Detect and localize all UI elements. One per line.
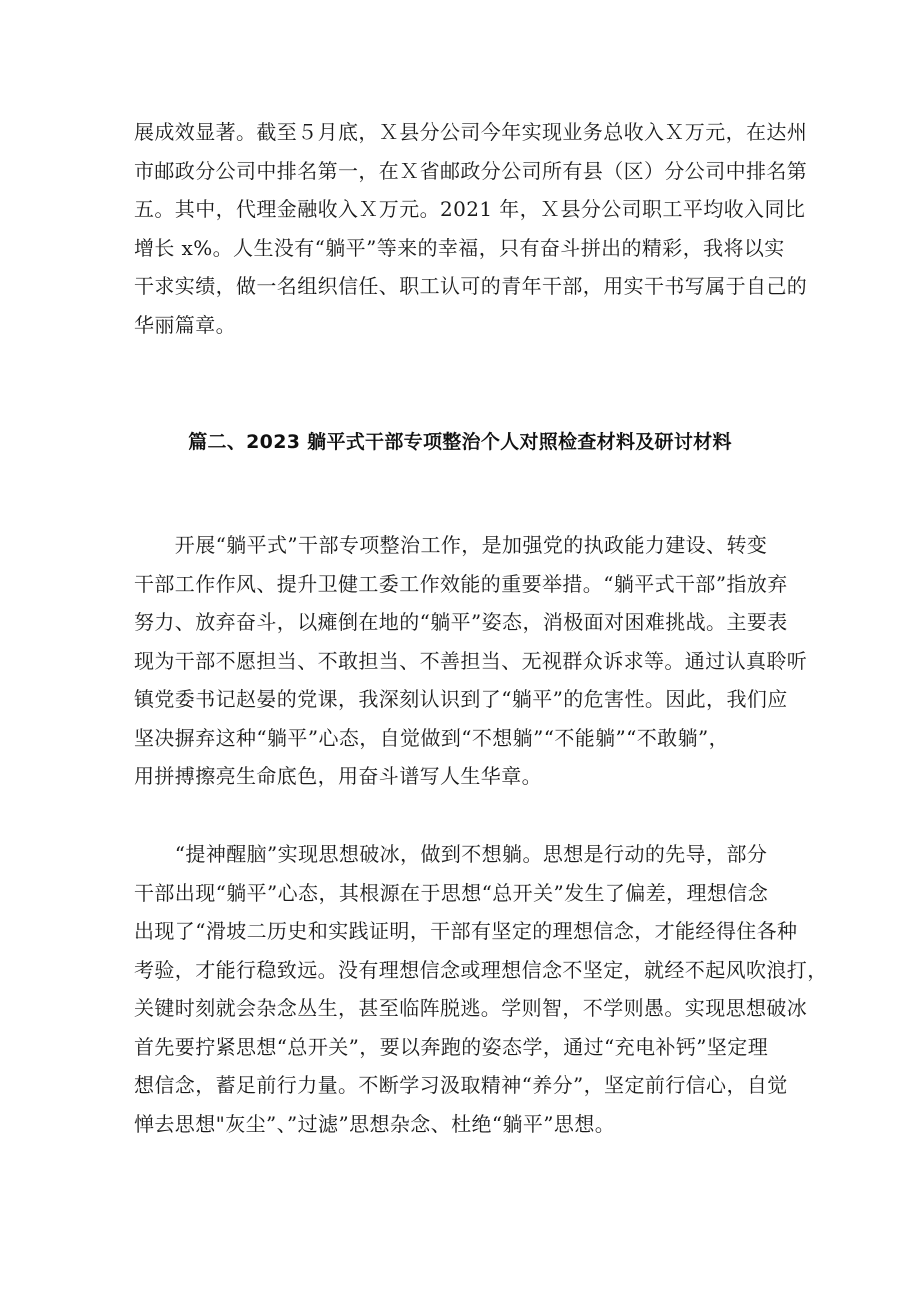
- text-line: 开展“躺平式”干部专项整治工作，是加强党的执政能力建设、转变: [134, 533, 768, 557]
- text-line: 现为干部不愿担当、不敢担当、不善担当、无视群众诉求等。通过认真聆听: [134, 648, 808, 673]
- text-line: 镇党委书记赵晏的党课，我深刻认识到了“躺平”的危害性。因此，我们应: [134, 687, 788, 711]
- text-line: 干部工作作风、提升卫健工委工作效能的重要举措。“躺平式干部”指放弃: [134, 571, 788, 596]
- paragraph-point-1: [134, 835, 828, 1143]
- text-line: 惮去思想"灰尘”、”过滤”思想杂念、杜绝“躺平”思想。: [134, 1111, 616, 1136]
- text-line: 坚决摒弃这种“躺平”心态，自觉做到“不想躺”“不能躺”“不敢躺”，: [134, 725, 729, 750]
- paragraph-intro: [134, 526, 808, 796]
- text-line: 增长 x%。人生没有“躺平”等来的幸福，只有奋斗拼出的精彩，我将以实: [134, 235, 785, 260]
- text-line: 想信念，蓄足前行力量。不断学习汲取精神“养分”，坚定前行信心，自觉: [134, 1073, 788, 1097]
- paragraph-continued: [134, 113, 808, 344]
- text-line: 市邮政分公司中排名第一，在Ｘ省邮政分公司所有县（区）分公司中排名第: [134, 158, 808, 183]
- text-line: 干求实绩，做一名组织信任、职工认可的青年干部，用实干书写属于自己的: [134, 274, 808, 298]
- text-line: 华丽篇章。: [134, 312, 236, 337]
- section-heading: 篇二、2023 躺平式干部专项整治个人对照检查材料及研讨材料: [188, 431, 732, 453]
- text-line: 首先要拧紧思想“总开关”，要以奔跑的姿态学，通过“充电补钙”坚定理: [134, 1034, 769, 1059]
- text-line: 关键时刻就会杂念丛生，甚至临阵脱逃。学则智，不学则愚。实现思想破冰: [134, 996, 808, 1020]
- text-line: “提神醒脑”实现思想破冰，做到不想躺。思想是行动的先导，部分: [134, 842, 768, 866]
- text-line: 干部出现“躺平”心态，其根源在于思想“总开关”发生了偏差，理想信念: [134, 880, 769, 905]
- text-line: 展成效显著。截至５月底，Ｘ县分公司今年实现业务总收入Ｘ万元，在达州: [134, 120, 808, 144]
- text-line: 出现了“滑坡二历史和实践证明，干部有坚定的理想信念，才能经得住各种: [134, 919, 798, 943]
- text-line: 努力、放弃奋斗，以瘫倒在地的“躺平”姿态，消极面对困难挑战。主要表: [134, 610, 788, 634]
- text-line: 五。其中，代理金融收入Ｘ万元。2021 年，Ｘ县分公司职工平均收入同比: [134, 197, 806, 221]
- text-line: 用拼搏擦亮生命底色，用奋斗谱写人生华章。: [134, 764, 542, 788]
- text-line: 考验，才能行稳致远。没有理想信念或理想信念不坚定，就经不起风吹浪打，: [134, 957, 828, 982]
